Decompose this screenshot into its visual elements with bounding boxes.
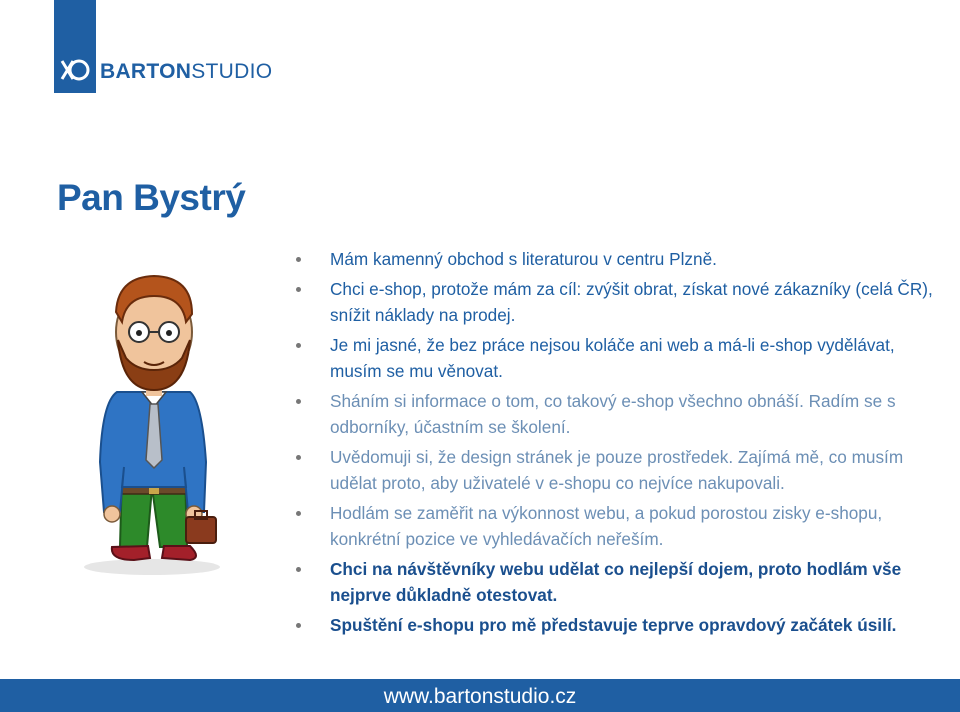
list-item <box>296 276 936 328</box>
bullet-list <box>296 246 936 642</box>
list-item <box>296 388 936 440</box>
list-item <box>296 444 936 496</box>
bullet-icon <box>296 343 301 348</box>
footer-url-link[interactable]: www.bartonstudio.cz <box>383 685 577 708</box>
bullet-icon <box>296 511 301 516</box>
logo-brand-light: STUDIO <box>191 60 273 83</box>
logo-text[interactable] <box>100 60 272 84</box>
bullet-icon <box>296 623 301 628</box>
page-title: Pan Bystrý <box>57 176 246 218</box>
bullet-text: Uvědomuji si, že design stránek je pouze prostředek. Zajímá mě, co musím udělat proto, aby uživatelé v e-shopu co nejvíce nakupovali. <box>330 447 904 493</box>
logo-mark-icon <box>60 55 92 85</box>
bullet-text: Mám kamenný obchod s literaturou v centru Plzně. <box>330 249 717 269</box>
list-item <box>296 556 936 608</box>
bullet-text: Sháním si informace o tom, co takový e-shop všechno obnáší. Radím se s odborníky, účastním se školení. <box>330 391 896 437</box>
list-item <box>296 332 936 384</box>
bullet-icon <box>296 257 301 262</box>
bullet-text: Chci na návštěvníky webu udělat co nejlepší dojem, proto hodlám vše nejprve důkladně otestovat. <box>330 559 902 605</box>
bullet-icon <box>296 567 301 572</box>
list-item <box>296 612 936 638</box>
list-item <box>296 500 936 552</box>
bullet-text: Je mi jasné, že bez práce nejsou koláče ani web a má-li e-shop vydělávat, musím se mu věnovat. <box>330 335 895 381</box>
bullet-icon <box>296 399 301 404</box>
list-item <box>296 246 936 272</box>
logo-brand-bold: BARTON <box>100 60 192 83</box>
bullet-icon <box>296 287 301 292</box>
bullet-icon <box>296 455 301 460</box>
bullet-text: Hodlám se zaměřit na výkonnost webu, a pokud porostou zisky e-shopu, konkrétní pozice ve vyhledávačích neřeším. <box>330 503 883 549</box>
bullet-text: Chci e-shop, protože mám za cíl: zvýšit obrat, získat nové zákazníky (celá ČR), snížit náklady na prodej. <box>330 279 933 325</box>
bullet-text: Spuštění e-shopu pro mě představuje teprve opravdový začátek úsilí. <box>330 615 897 635</box>
businessman-illustration <box>82 262 252 582</box>
footer-bar <box>0 679 960 712</box>
